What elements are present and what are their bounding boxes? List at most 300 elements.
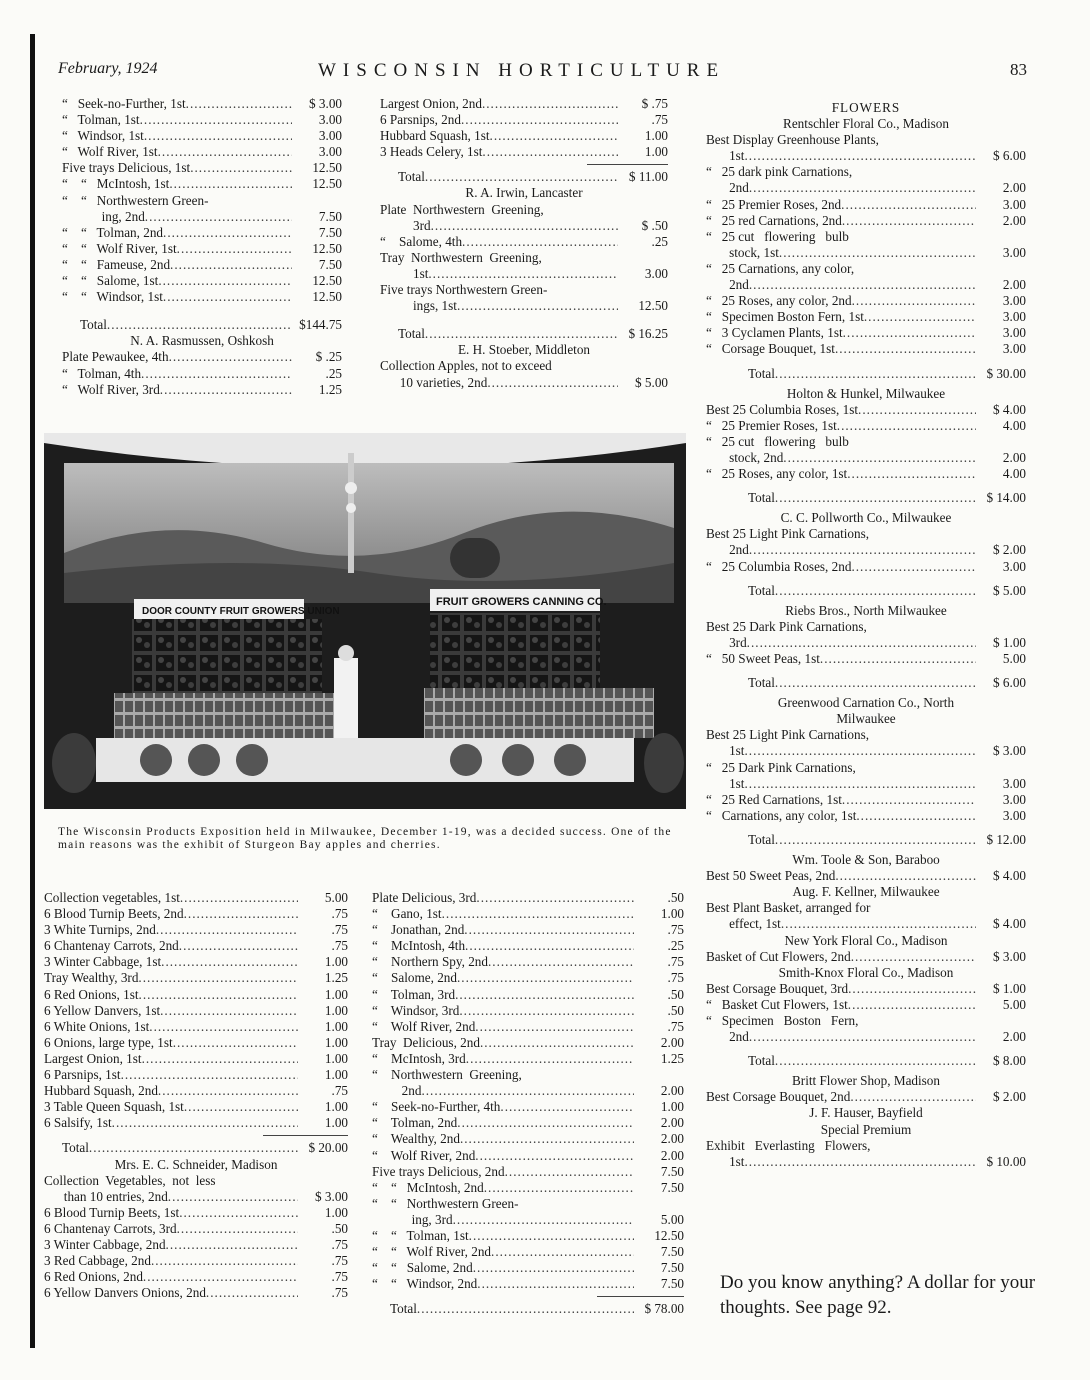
entry-label: 3 Winter Cabbage, 2nd: [44, 1236, 166, 1252]
exhibitor-name: J. F. Hauser, Bayfield: [809, 1105, 923, 1121]
entry-amount: 1.00: [324, 1067, 348, 1083]
entry-amount: $ .25: [315, 349, 342, 365]
premium-entry-row: [706, 1089, 1026, 1105]
leader-dots: [843, 325, 976, 341]
entry-amount: 1.00: [644, 128, 668, 144]
leader-dots: [142, 1051, 298, 1067]
premium-entry-row: [380, 234, 668, 250]
total-row: [706, 366, 1026, 382]
leader-dots: [186, 96, 292, 112]
premium-entry-row: [706, 245, 1026, 261]
leader-dots: [163, 225, 292, 241]
leader-dots: [848, 997, 976, 1013]
entry-label: 3rd: [380, 217, 431, 233]
entry-amount: 2.00: [1002, 277, 1026, 293]
entry-label: Plate Delicious, 3rd: [372, 890, 477, 905]
premium-entry-row: [380, 298, 668, 314]
entry-label: Largest Onion, 1st: [44, 1050, 142, 1066]
entry-label: Best 50 Sweet Peas, 2nd: [706, 868, 836, 884]
premium-entry-row: [706, 792, 1026, 808]
rule-line: [263, 1135, 348, 1136]
premium-entry-row: [706, 743, 1026, 759]
exhibitor-name: Aug. F. Kellner, Milwaukee: [792, 884, 940, 900]
exhibitor-name: Smith-Knox Floral Co., Madison: [778, 964, 954, 980]
entry-label: “ 50 Sweet Peas, 1st: [706, 651, 820, 666]
exhibitor-name: R. A. Irwin, Lancaster: [465, 185, 583, 201]
leader-dots: [744, 776, 976, 792]
leader-dots: [487, 375, 618, 391]
entry-label: 6 Chantenay Carrots, 3rd: [44, 1220, 177, 1236]
premium-entry-row: [62, 160, 342, 176]
premium-entry-row: [372, 1164, 684, 1180]
entry-label: “ “ Wolf River, 1st: [62, 240, 177, 256]
leader-dots: [505, 1164, 634, 1180]
leader-dots: [465, 938, 634, 954]
entry-label: 6 White Onions, 1st: [44, 1018, 150, 1034]
leader-dots: [864, 309, 976, 325]
premium-entry-row: [372, 1099, 684, 1115]
entry-amount: $ 4.00: [993, 401, 1026, 417]
leader-dots: [460, 1131, 634, 1147]
leader-dots: [158, 144, 292, 160]
entry-amount: .75: [331, 1269, 348, 1285]
entry-amount: 12.50: [312, 273, 342, 289]
entry-label: 6 Blood Turnip Beets, 1st: [44, 1204, 180, 1220]
premium-entry-row: [706, 808, 1026, 824]
total-row: [706, 490, 1026, 506]
entry-label: Collection Apples, not to exceed: [380, 358, 552, 374]
premium-entry-row: [62, 128, 342, 144]
premium-entry-row: [706, 341, 1026, 357]
entry-label: “ 25 cut flowering bulb: [706, 433, 849, 449]
entry-label: 6 Yellow Danvers, 1st: [44, 1002, 161, 1018]
entry-label: “ “ McIntosh, 1st: [62, 176, 170, 192]
entry-amount: 1.00: [324, 1099, 348, 1115]
entry-label: 6 Salsify, 1st: [44, 1115, 112, 1131]
entry-label: “ “ Northwestern Green-: [372, 1195, 519, 1211]
entry-amount: 1.00: [644, 144, 668, 160]
leader-dots: [168, 1189, 298, 1205]
leader-dots: [462, 234, 618, 250]
entry-amount: .75: [331, 906, 348, 922]
entry-label: “ 25 dark pink Carnations,: [706, 164, 853, 180]
entry-label: Collection vegetables, 1st: [44, 890, 180, 905]
entry-label: 1st: [706, 148, 745, 164]
entry-amount: 7.50: [318, 208, 342, 224]
entry-amount: $ 8.00: [993, 1053, 1026, 1069]
entry-amount: $ 14.00: [986, 490, 1026, 506]
leader-dots: [457, 970, 634, 986]
premium-entry-row: [380, 202, 668, 218]
entry-amount: 3.00: [1002, 775, 1026, 791]
entry-amount: $ 5.00: [993, 582, 1026, 598]
entry-label: ing, 2nd: [62, 208, 145, 224]
leader-dots: [453, 1212, 634, 1228]
page-margin-bar: [30, 34, 35, 1348]
leader-dots: [837, 418, 976, 434]
entry-label: effect, 1st: [706, 916, 781, 932]
spacer: [706, 575, 1026, 583]
premium-list-column-1-top: [62, 96, 342, 398]
entry-label: “ Jonathan, 2nd: [372, 922, 465, 938]
premium-entry-row: [706, 132, 1026, 148]
leader-dots: [140, 112, 292, 128]
leader-dots: [484, 1180, 634, 1196]
leader-dots: [179, 938, 298, 954]
entry-label: than 10 entries, 2nd: [44, 1188, 168, 1204]
entry-label: “ Wolf River, 1st: [62, 144, 158, 160]
entry-amount: .75: [667, 922, 684, 938]
premium-entry-row: [44, 1035, 348, 1051]
premium-entry-row: [706, 197, 1026, 213]
leader-dots: [775, 583, 976, 599]
header-journal-title: WISCONSIN HORTICULTURE: [318, 60, 726, 81]
photo-caption: The Wisconsin Products Exposition held in Milwaukee, December 1-19, was a decided success. One of the main reasons was the exhibit of Sturgeon Bay apples and cherries.: [58, 826, 672, 851]
entry-label: 2nd: [706, 1029, 749, 1045]
premium-list-column-1-bottom: [44, 890, 348, 1301]
leader-dots: [170, 257, 292, 273]
flowers-column: [706, 100, 1026, 1170]
premium-entry-row: [44, 1189, 348, 1205]
leader-dots: [461, 112, 618, 128]
entry-label: “ Wolf River, 3rd: [62, 381, 160, 397]
leader-dots: [851, 559, 976, 575]
leader-dots: [184, 906, 298, 922]
entry-label: “ Gano, 1st: [372, 906, 442, 922]
entry-amount: $ 3.00: [993, 948, 1026, 964]
leader-dots: [744, 148, 976, 164]
leader-dots: [475, 1148, 634, 1164]
total-row: [706, 832, 1026, 848]
entry-label: 6 Parsnips, 2nd: [380, 112, 461, 128]
entry-amount: 3.00: [1002, 196, 1026, 212]
exhibitor-name: Rentschler Floral Co., Madison: [783, 116, 949, 132]
entry-label: “ “ Tolman, 2nd: [62, 224, 164, 240]
entry-label: Largest Onion, 2nd: [380, 96, 482, 111]
premium-entry-row: [44, 970, 348, 986]
spacer: [706, 1045, 1026, 1053]
leader-dots: [151, 1253, 298, 1269]
premium-entry-row: [706, 916, 1026, 932]
leader-dots: [480, 1035, 634, 1051]
leader-dots: [177, 241, 292, 257]
premium-entry-row: [380, 358, 668, 374]
entry-amount: 7.50: [660, 1244, 684, 1260]
entry-label: Plate Northwestern Greening,: [380, 201, 544, 217]
leader-dots: [464, 922, 634, 938]
leader-dots: [459, 1003, 634, 1019]
total-row: Total ..... $ 16.25: [380, 326, 668, 342]
entry-label: Best 25 Columbia Roses, 1st: [706, 401, 859, 417]
entry-label: Five trays Delicious, 2nd: [372, 1163, 505, 1179]
entry-label: “ 25 Dark Pink Carnations,: [706, 759, 856, 775]
entry-amount: 5.00: [324, 890, 348, 905]
header-page-number: 83: [1010, 60, 1027, 79]
premium-entry-row: [44, 1237, 348, 1253]
entry-amount: 5.00: [1002, 651, 1026, 666]
entry-amount: $ 3.00: [309, 96, 342, 111]
entry-label: Best Corsage Bouquet, 2nd: [706, 1089, 851, 1105]
premium-entry-row: [372, 1035, 684, 1051]
entry-label: “ “ Windsor, 2nd: [372, 1276, 478, 1292]
leader-dots: [190, 160, 292, 176]
entry-label: “ Windsor, 3rd: [372, 1002, 460, 1018]
leader-dots: [431, 218, 618, 234]
entry-label: “ 25 Premier Roses, 2nd: [706, 196, 842, 212]
entry-amount: .75: [331, 1083, 348, 1099]
entry-amount: 2.00: [1002, 180, 1026, 196]
premium-entry-row: [380, 282, 668, 298]
entry-amount: 2.00: [1002, 449, 1026, 465]
exhibitor-name: Mrs. E. C. Schneider, Madison: [114, 1156, 278, 1172]
premium-entry-row: [372, 1276, 684, 1292]
premium-entry-row: [706, 402, 1026, 418]
leader-dots: [858, 402, 976, 418]
entry-label: Total: [748, 675, 775, 691]
entry-label: “ 25 Red Carnations, 1st: [706, 791, 842, 807]
entry-label: “ “ Northwestern Green-: [62, 192, 209, 208]
entry-label: 1st: [380, 265, 429, 281]
entry-amount: 1.00: [324, 986, 348, 1002]
premium-entry-row: [44, 1019, 348, 1035]
entry-label: “ “ Salome, 1st: [62, 273, 159, 289]
premium-entry-row: [44, 1205, 348, 1221]
premium-entry-row: [706, 261, 1026, 277]
premium-entry-row: [44, 922, 348, 938]
exhibitor-name: Britt Flower Shop, Madison: [792, 1073, 940, 1089]
entry-label: Five trays Delicious, 1st: [62, 160, 191, 176]
entry-amount: 3.00: [1002, 791, 1026, 807]
premium-entry-row: [372, 1003, 684, 1019]
leader-dots: [145, 209, 292, 225]
entry-amount: $ .50: [641, 217, 668, 233]
premium-entry-row: [706, 559, 1026, 575]
leader-dots: [775, 832, 976, 848]
entry-amount: $ 3.00: [993, 743, 1026, 759]
entry-amount: 3.00: [318, 144, 342, 160]
premium-entry-row: [706, 900, 1026, 916]
premium-entry-row: [706, 466, 1026, 482]
premium-entry-row: [44, 954, 348, 970]
premium-entry-row: [706, 148, 1026, 164]
entry-amount: 1.00: [660, 906, 684, 922]
entry-label: “ “ Wolf River, 2nd: [372, 1244, 492, 1260]
entry-amount: 3.00: [1002, 807, 1026, 823]
premium-entry-row: [44, 1221, 348, 1237]
entry-label: 1st: [706, 1153, 745, 1169]
premium-entry-row: [62, 257, 342, 273]
entry-label: “ 25 Roses, any color, 2nd: [706, 293, 852, 309]
premium-entry-row: [44, 1067, 348, 1083]
leader-dots: [749, 277, 976, 293]
entry-amount: .50: [667, 1002, 684, 1018]
leader-dots: [783, 450, 976, 466]
entry-label: “ McIntosh, 3rd: [372, 1050, 466, 1066]
entry-label: 3 White Turnips, 2nd: [44, 922, 156, 938]
premium-entry-row: [706, 949, 1026, 965]
premium-entry-row: [44, 1083, 348, 1099]
entry-amount: .75: [331, 922, 348, 938]
entry-amount: 12.50: [312, 176, 342, 192]
entry-label: “ Seek-no-Further, 4th: [372, 1099, 501, 1115]
premium-entry-row: [62, 241, 342, 257]
entry-label: Hubbard Squash, 2nd: [44, 1083, 158, 1099]
premium-entry-row: [706, 293, 1026, 309]
leader-dots: [166, 1237, 298, 1253]
leader-dots: [160, 382, 292, 398]
premium-entry-row: [62, 225, 342, 241]
premium-entry-row: [44, 1115, 348, 1131]
entry-amount: 1.00: [324, 954, 348, 970]
premium-entry-row: [44, 1099, 348, 1115]
entry-amount: $ 30.00: [986, 365, 1026, 381]
entry-amount: 1.00: [324, 1018, 348, 1034]
premium-entry-row: [706, 1154, 1026, 1170]
premium-entry-row: [706, 997, 1026, 1013]
leader-dots: [491, 1244, 634, 1260]
exhibitor-name: Greenwood Carnation Co., North: [777, 695, 955, 711]
leader-dots: [781, 916, 976, 932]
leader-dots: [841, 197, 976, 213]
entry-label: “ Specimen Boston Fern,: [706, 1012, 859, 1028]
premium-entry-row: [372, 970, 684, 986]
entry-label: “ Salome, 2nd: [372, 970, 457, 986]
entry-amount: $ 4.00: [993, 868, 1026, 884]
entry-amount: 3.00: [644, 265, 668, 281]
premium-entry-row: [44, 1173, 348, 1189]
entry-amount: 1.00: [324, 1204, 348, 1220]
exhibit-booth-illustration: [44, 433, 686, 809]
leader-dots: [179, 1205, 298, 1221]
entry-amount: $ 2.00: [993, 542, 1026, 558]
total-row: Total ..... $ 20.00: [44, 1140, 348, 1156]
premium-entry-row: [706, 325, 1026, 341]
premium-entry-row: [372, 1244, 684, 1260]
premium-entry-row: [372, 1131, 684, 1147]
entry-amount: .75: [331, 1253, 348, 1269]
entry-amount: .75: [331, 938, 348, 954]
premium-entry-row: [380, 375, 668, 391]
premium-entry-row: [380, 112, 668, 128]
premium-entry-row: [372, 1083, 684, 1099]
leader-dots: [169, 176, 292, 192]
entry-amount: 3.00: [1002, 558, 1026, 574]
leader-dots: [160, 1003, 298, 1019]
premium-entry-row: [706, 760, 1026, 776]
entry-label: ings, 1st: [380, 298, 457, 314]
leader-dots: [779, 245, 976, 261]
leader-dots: [112, 1115, 298, 1131]
entry-amount: 3.00: [1002, 325, 1026, 341]
entry-label: “ Windsor, 1st: [62, 128, 144, 144]
leader-dots: [156, 922, 298, 938]
entry-amount: 7.50: [318, 224, 342, 240]
entry-label: “ Wolf River, 2nd: [372, 1018, 476, 1034]
premium-entry-row: [372, 1148, 684, 1164]
premium-entry-row: [706, 434, 1026, 450]
spacer: [706, 482, 1026, 490]
exhibitor-name: N. A. Rasmussen, Oshkosh: [130, 333, 274, 349]
premium-entry-row: [62, 112, 342, 128]
premium-entry-row: [706, 651, 1026, 667]
entry-amount: 1.25: [660, 1050, 684, 1066]
premium-entry-row: [706, 180, 1026, 196]
entry-amount: 1.00: [324, 1050, 348, 1066]
exhibitor-name: Milwaukee: [836, 711, 896, 727]
entry-label: Total: [748, 1053, 775, 1069]
entry-label: “ Tolman, 4th: [62, 365, 142, 381]
premium-entry-row: [706, 727, 1026, 743]
entry-amount: 1.00: [660, 1099, 684, 1115]
entry-label: “ Basket Cut Flowers, 1st: [706, 996, 848, 1012]
leader-dots: [848, 981, 976, 997]
entry-label: 3 Red Cabbage, 2nd: [44, 1253, 151, 1269]
entry-label: Total: [748, 831, 775, 847]
entry-amount: 3.00: [318, 112, 342, 128]
leader-dots: [775, 675, 976, 691]
leader-dots: [749, 180, 976, 196]
total-row: Total ..... $ 11.00: [380, 169, 668, 185]
leader-dots: [835, 868, 976, 884]
entry-amount: 1.25: [324, 970, 348, 986]
entry-amount: 1.00: [324, 1002, 348, 1018]
premium-entry-row: [372, 1212, 684, 1228]
premium-entry-row: [62, 176, 342, 192]
entry-amount: 7.50: [660, 1260, 684, 1276]
premium-entry-row: [372, 1051, 684, 1067]
leader-dots: [775, 490, 976, 506]
total-row: [706, 675, 1026, 691]
premium-entry-row: [372, 1196, 684, 1212]
premium-entry-row: [44, 1051, 348, 1067]
flowers-heading: FLOWERS: [831, 100, 901, 115]
exposition-photograph: [44, 433, 686, 809]
entry-label: Collection Vegetables, not less: [44, 1172, 216, 1188]
entry-amount: .75: [331, 1236, 348, 1252]
premium-entry-row: [372, 1260, 684, 1276]
entry-label: 6 Red Onions, 1st: [44, 986, 139, 1002]
leader-dots: [141, 366, 292, 382]
leader-dots: [835, 341, 976, 357]
entry-label: “ “ McIntosh, 2nd: [372, 1179, 484, 1195]
entry-amount: 5.00: [1002, 996, 1026, 1012]
premium-entry-row: [706, 309, 1026, 325]
entry-label: 3rd: [706, 634, 747, 650]
premium-entry-row: [62, 144, 342, 160]
entry-amount: 7.50: [660, 1163, 684, 1179]
leader-dots: [747, 635, 976, 651]
premium-entry-row: [372, 890, 684, 906]
entry-amount: 2.00: [660, 1115, 684, 1131]
entry-amount: 3.00: [1002, 309, 1026, 325]
booth-sign-right: FRUIT GROWERS CANNING CO.: [436, 596, 607, 608]
premium-entry-row: [44, 987, 348, 1003]
entry-amount: $ 12.00: [986, 831, 1026, 847]
leader-dots: [856, 808, 976, 824]
premium-entry-row: [372, 1180, 684, 1196]
closing-note: Do you know anything? A dollar for your thoughts. See page 92.: [720, 1272, 1036, 1318]
entry-label: “ “ Fameuse, 2nd: [62, 256, 171, 272]
entry-label: 6 Onions, large type, 1st: [44, 1034, 173, 1050]
entry-amount: 3.00: [1002, 244, 1026, 260]
entry-label: 6 Red Onions, 2nd: [44, 1269, 143, 1285]
entry-amount: 2.00: [660, 1083, 684, 1099]
premium-entry-row: [62, 193, 342, 209]
leader-dots: [744, 1154, 976, 1170]
premium-entry-row: [62, 366, 342, 382]
header-date: February, 1924: [58, 60, 158, 77]
premium-entry-row: [62, 349, 342, 365]
